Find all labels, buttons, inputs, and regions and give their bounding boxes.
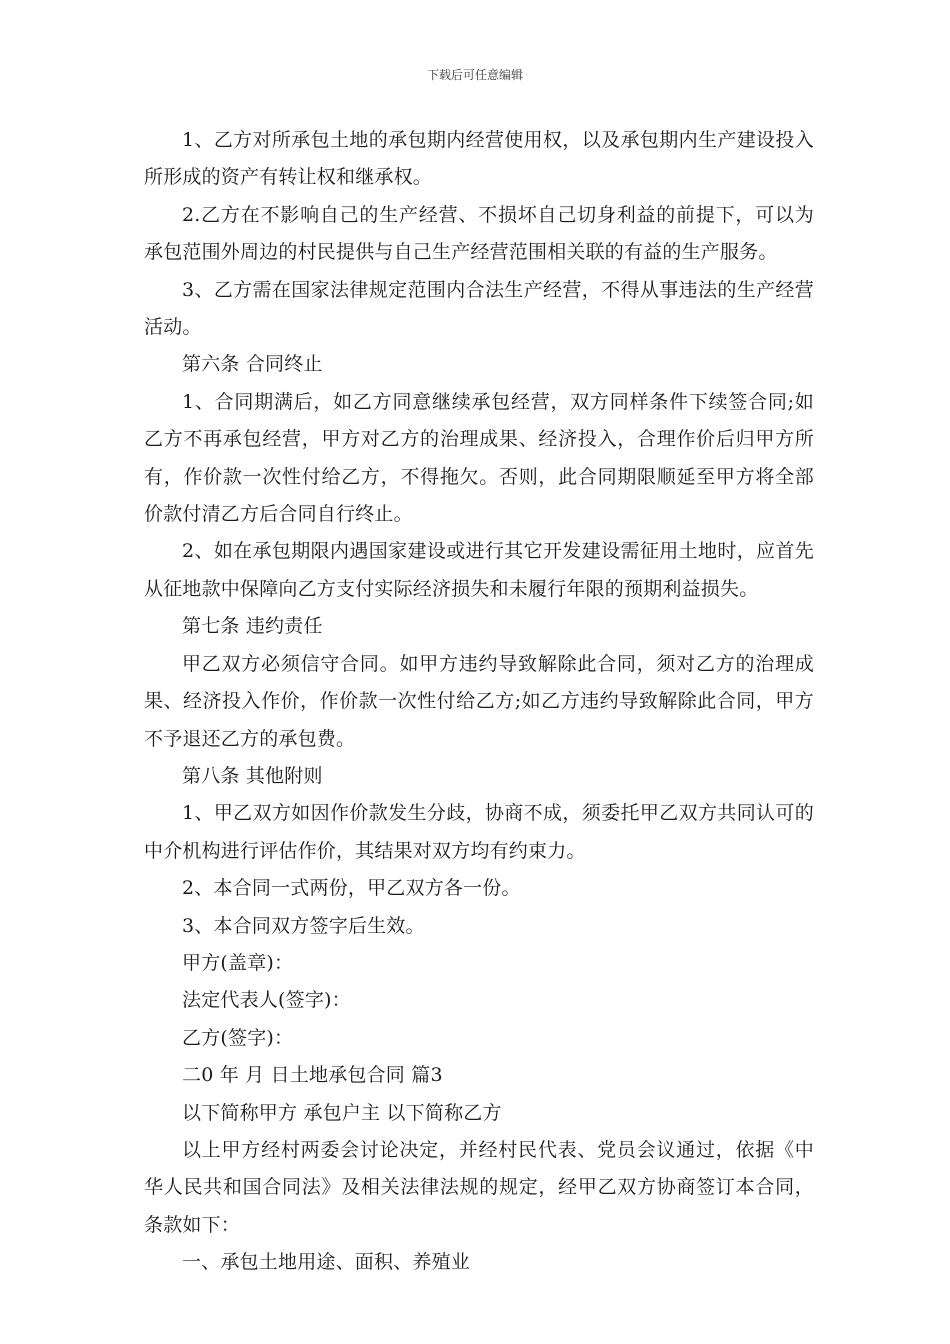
signature-line-party-b: 乙方(签字)： [182, 1026, 294, 1049]
signature-line-legal-rep: 法定代表人(签字)： [182, 989, 351, 1012]
document-body [144, 122, 814, 1282]
contract-title-line: 二0 年 月 日土地承包合同 篇3 [182, 1064, 443, 1087]
paragraph: 1、合同期满后，如乙方同意继续承包经营，双方同样条件下续签合同;如乙方不再承包经营，甲方对乙方的治理成果、经济投入，合理作价后归甲方所有，作价款一次性付给乙方，不得拖欠。否则，此合同期限顺延至甲方将全部价款付清乙方后合同自行终止。 [144, 390, 814, 526]
section-heading: 第八条 其他附则 [182, 764, 323, 787]
paragraph: 3、乙方需在国家法律规定范围内合法生产经营，不得从事违法的生产经营活动。 [144, 278, 814, 339]
parties-line: 以下简称甲方 承包户主 以下简称乙方 [182, 1101, 502, 1124]
section-heading: 第六条 合同终止 [182, 353, 323, 376]
paragraph: 甲乙双方必须信守合同。如甲方违约导致解除此合同，须对乙方的治理成果、经济投入作价，作价款一次性付给乙方;如乙方违约导致解除此合同，甲方不予退还乙方的承包费。 [144, 652, 814, 750]
paragraph: 2.乙方在不影响自己的生产经营、不损坏自己切身利益的前提下，可以为承包范围外周边的村民提供与自己生产经营范围相关联的有益的生产服务。 [144, 203, 814, 264]
signature-line-party-a: 甲方(盖章)： [182, 951, 294, 974]
paragraph: 以上甲方经村两委会讨论决定，并经村民代表、党员会议通过，依据《中华人民共和国合同法》及相关法律法规的规定，经甲乙双方协商签订本合同，条款如下： [144, 1138, 814, 1236]
section-heading: 第七条 违约责任 [182, 615, 323, 638]
page-header: 下载后可任意编辑 [426, 68, 523, 82]
paragraph: 3、本合同双方签字后生效。 [182, 914, 425, 937]
paragraph: 2、如在承包期限内遇国家建设或进行其它开发建设需征用土地时，应首先从征地款中保障向乙方支付实际经济损失和未履行年限的预期利益损失。 [144, 540, 814, 600]
paragraph: 1、甲乙双方如因作价款发生分歧，协商不成，须委托甲乙双方共同认可的中介机构进行评估作价，其结果对双方均有约束力。 [144, 802, 814, 862]
paragraph: 1、乙方对所承包土地的承包期内经营使用权，以及承包期内生产建设投入所形成的资产有转让权和继承权。 [144, 129, 814, 189]
paragraph: 2、本合同一式两份，甲乙双方各一份。 [182, 877, 521, 900]
section-heading: 一、承包土地用途、面积、养殖业 [182, 1251, 471, 1274]
